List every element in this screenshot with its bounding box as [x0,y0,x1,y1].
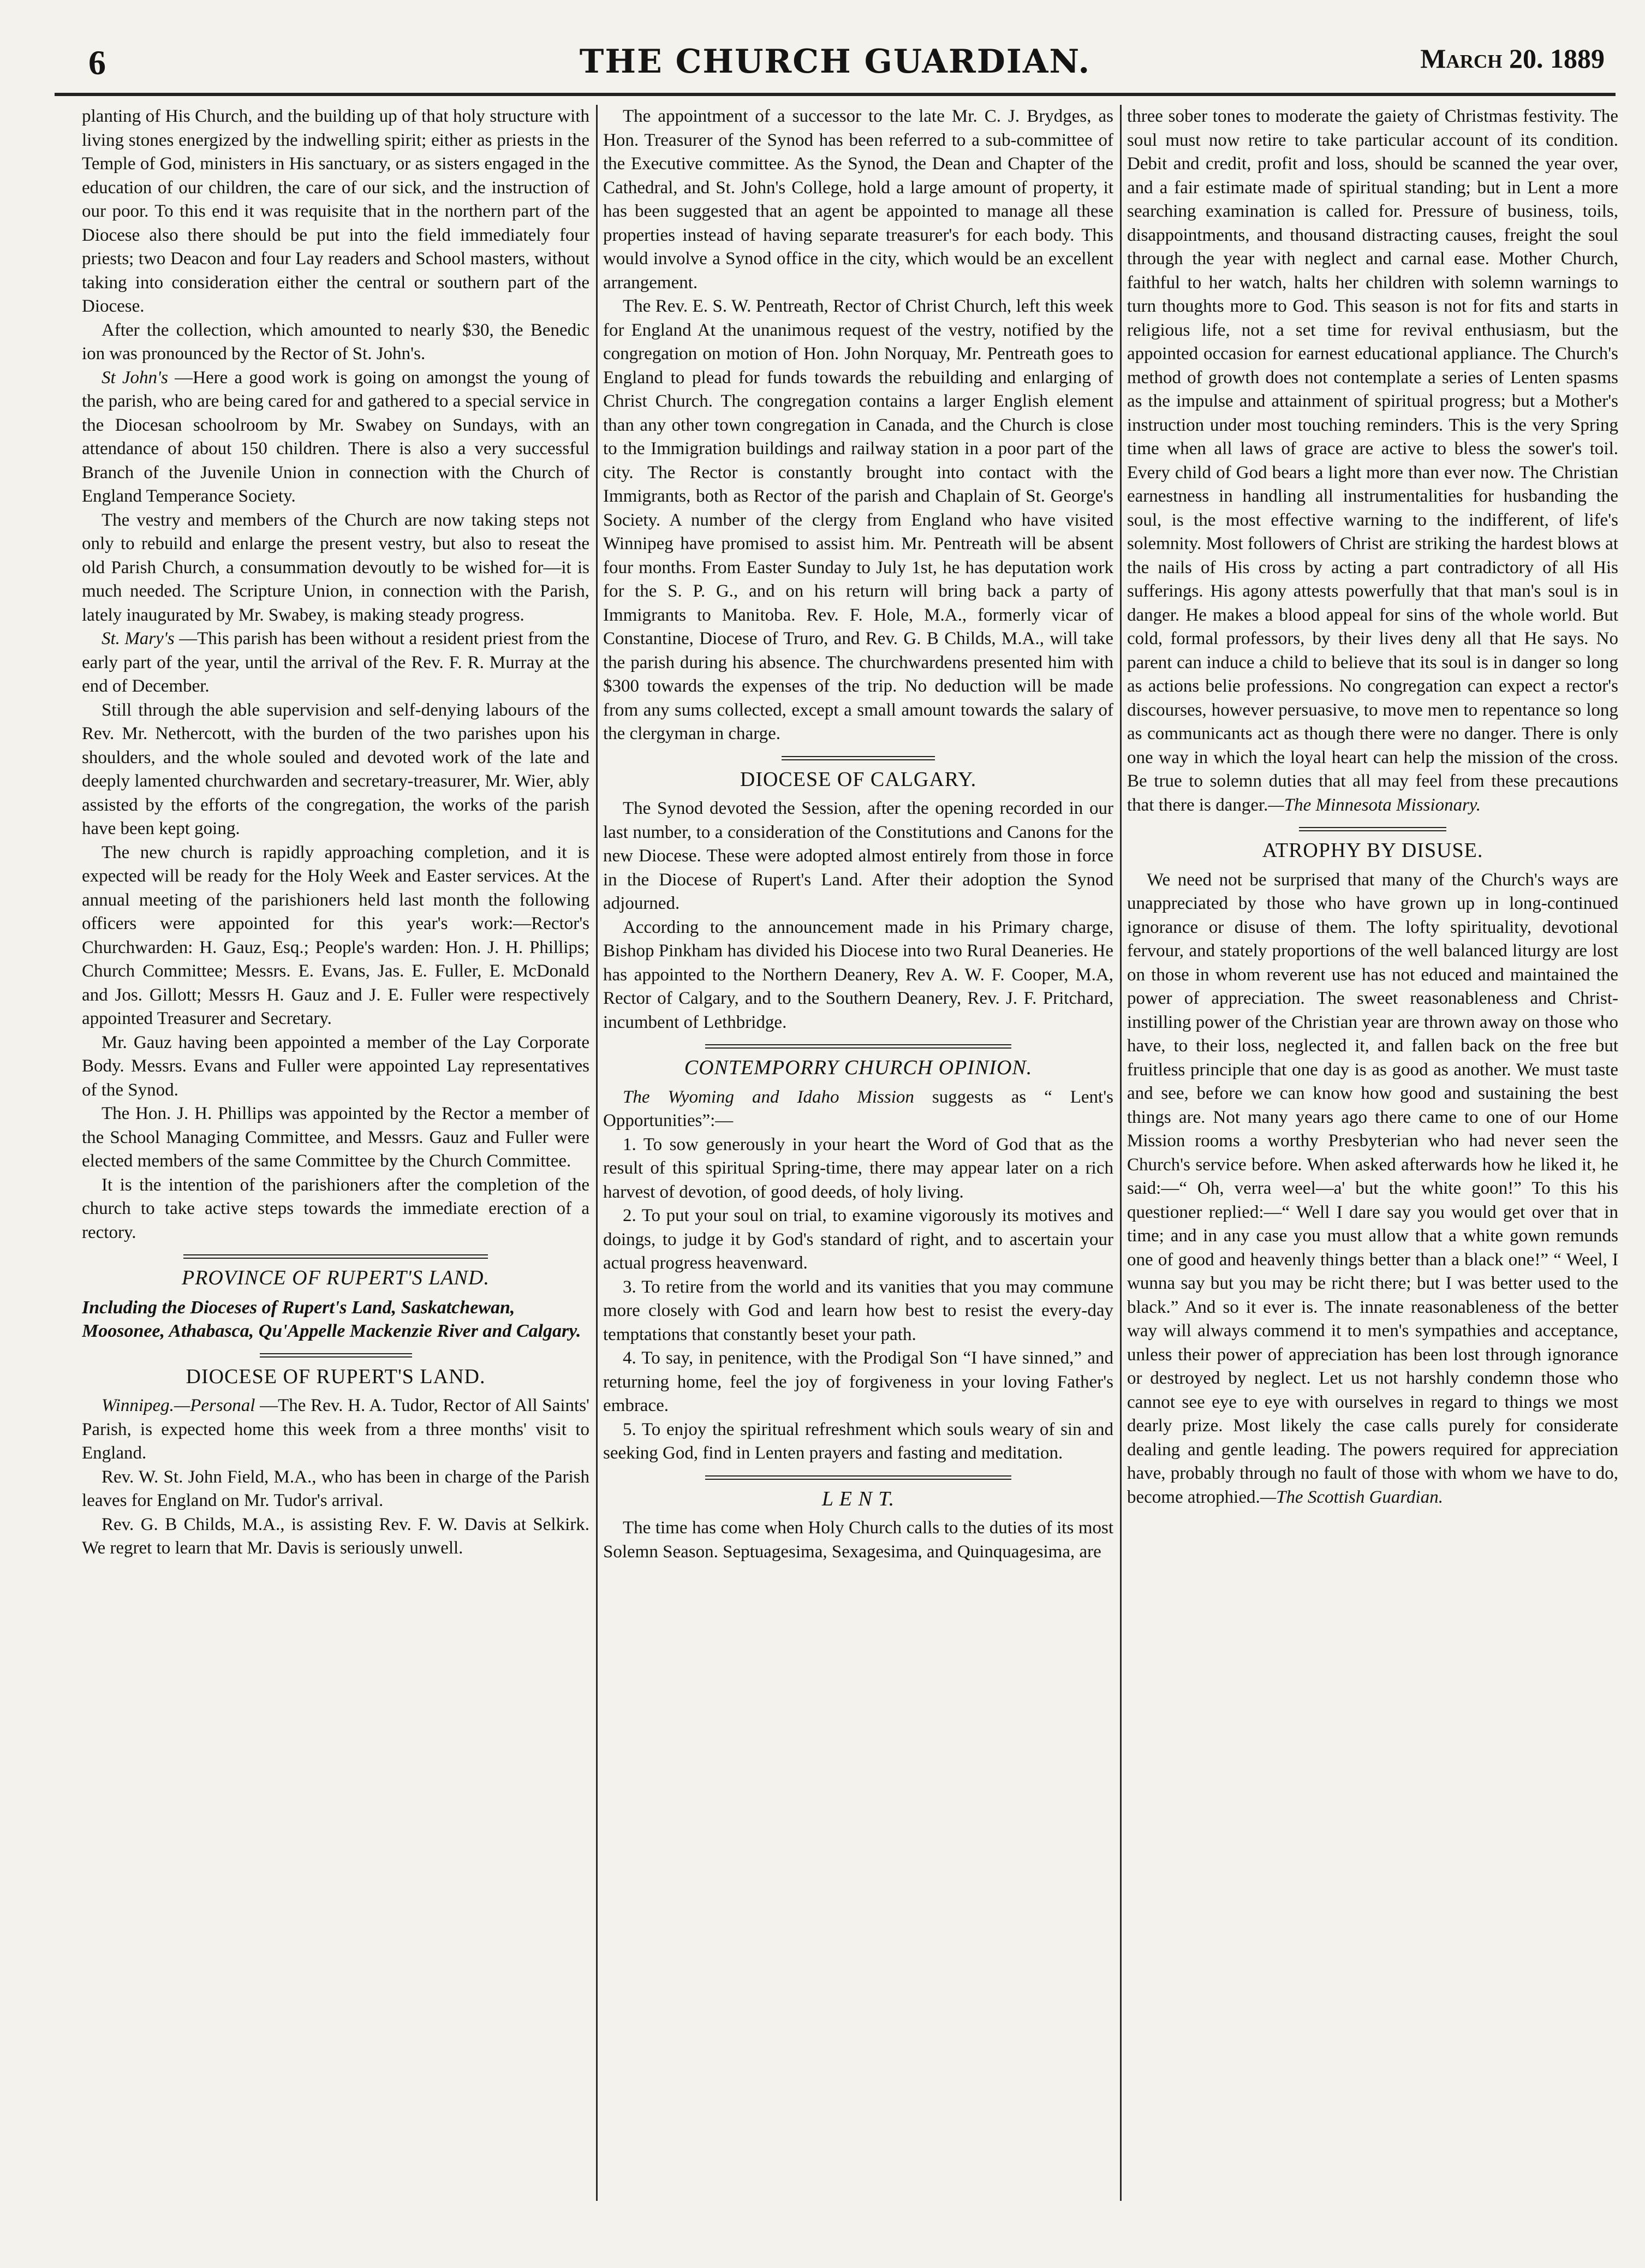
page-number: 6 [88,43,106,82]
source-attribution: —The Minnesota Missionary. [1268,795,1481,815]
masthead-title: THE CHURCH GUARDIAN. [579,43,1091,81]
section-heading: L E N T. [821,1487,895,1510]
article-paragraph [82,1394,589,1466]
article-paragraph: 3. To retire from the world and its vanities that you may commune more closely with God and learn how best to resist the every-day temptations that constantly beset your path. [603,1277,1113,1344]
section-separator [260,1353,412,1358]
paragraph-text: three sober tones to moderate the gaiety of Christmas festivity. The soul must now retire to take particular account of its condition. Debit and credit, profit and loss, should be scanned the year over, and a fair estimate made of spiritual standing; but in Lent a more searching examination is called for. Pressure of business, toils, disappointments, and thousand distracting causes, freight the soul through the year with neglect and carnal ease. Mother Church, faithful to her watch, halts her children with solemn warnings to turn thoughts more to God. This season is not for fits and starts in religious life, not a set time for revival enthusiasm, but the appointed occasion for earnest educational appliance. The Church's method of growth does not contemplate a series of Lenten spasms as the impulse and attainment of spiritual progress; but a Mother's instruction under most touching reminders. This is the very Spring time when all laws of grace are active to bless the sower's toil. Every child of God bears a light more than ever now. The Christian earnestness in handling all instrumentalities for husbanding the soul, is the most effective warning to the indifferent, of life's solemnity. Most followers of Christ are striking the hardest blows at the nails of His cross by acting a part contradictory of all His sufferings. His agony attests powerfully that that man's soul is in danger. He makes a blood appeal for sins of the whole world. But cold, formal professors, by their lives deny all that He says. No parent can induce a child to believe that its soul is in danger so long as actions belie professions. No congregation can expect a rector's discourses, however persuasive, to move men to repentance so long as communicants act as though there were no danger. There is only one way in which the loyal heart can help the mission of the cross. Be true to solemn duties that all may feel from these precautions that there is danger. [1127,106,1618,815]
article-paragraph: Rev. W. St. John Field, M.A., who has been in charge of the Parish leaves for England on Mr. Tudor's arrival. [82,1467,589,1510]
paragraph-text: —The Rev. H. A. Tudor, Rector of All Saints' Parish, is expected home this week from a three months' visit to England. [82,1396,589,1463]
article-paragraph: Still through the able supervision and self-denying labours of the Rev. Mr. Nethercott, with the burden of the two parishes upon his shoulders, and the whole souled and devoted work of the late and deeply lamented churchwarden and secretary-treasurer, Mr. Wier, ably assisted by the efforts of the congregation, the works of the parish have been kept going. [82,700,589,838]
article-paragraph: It is the intention of the parishioners after the completion of the church to take active steps towards the immediate erection of a rectory. [82,1175,589,1242]
article-paragraph: The vestry and members of the Church are now taking steps not only to rebuild and enlarge the present vestry, but also to reseat the old Parish Church, a consummation devoutly to be wished for—it is much needed. The Scripture Union, in connection with the Parish, lately inaugurated by Mr. Swabey, is making steady progress. [82,510,589,625]
article-paragraph: The time has come when Holy Church calls to the duties of its most Solemn Season. Septuagesima, Sexagesima, and Quinquagesima, are [603,1518,1113,1562]
section-heading: ATROPHY BY DISUSE. [1262,839,1483,862]
section-heading: DIOCESE OF CALGARY. [740,767,977,791]
column-1 [82,105,589,2223]
section-subheading: Including the Dioceses of Rupert's Land, Saskatchewan, Moosonee, Athabasca, Qu'Appelle Mackenzie River and Calgary. [82,1297,581,1341]
column-3 [1127,105,1618,2223]
section-heading: PROVINCE OF RUPERT'S LAND. [182,1266,490,1289]
article-paragraph: Mr. Gauz having been appointed a member of the Lay Corporate Body. Messrs. Evans and Fuller were appointed Lay representatives of the Synod. [82,1032,589,1100]
article-paragraph: The Rev. E. S. W. Pentreath, Rector of Christ Church, left this week for England At the unanimous request of the vestry, notified by the congregation on motion of Hon. John Norquay, Mr. Pentreath goes to England to plead for funds towards the rebuilding and enlarging of Christ Church. The congregation contains a larger English element than any other town congregation in Canada, and the Church is close to the Immigration buildings and railway station in a poor part of the city. The Rector is constantly brought into contact with the Immigrants, both as Rector of the parish and Chaplain of St. George's Society. A number of the clergy from England who have visited Winnipeg have promised to assist him. Mr. Pentreath will be absent four months. From Easter Sunday to July 1st, he has deputation work for the S. P. G., and on his return will bring back a party of Immigrants to Manitoba. Rev. F. Hole, M.A., formerly vicar of Constantine, Diocese of Truro, and Rev. G. B Childs, M.A., will take the parish during his absence. The churchwardens presented him with $300 towards the expenses of the trip. No deduction will be made from any sums collected, except a small amount towards the salary of the clergyman in charge. [603,296,1113,743]
article-paragraph [82,366,589,509]
article-paragraph: The appointment of a successor to the late Mr. C. J. Brydges, as Hon. Treasurer of the Synod has been referred to a sub-committee of the Executive committee. As the Synod, the Dean and Chapter of the Cathedral, and St. John's College, hold a large amount of property, it has been suggested that an agent be appointed to manage all these properties instead of having separate treasurer's for each body. This would involve a Synod office in the city, which would be an excellent arrangement. [603,106,1113,293]
page-header [55,33,1616,98]
place-name: Winnipeg.—Personal [102,1396,255,1415]
section-separator [782,756,935,760]
section-heading: DIOCESE OF RUPERT'S LAND. [186,1365,486,1388]
section-separator [705,1044,1011,1049]
column-rule [596,105,598,2201]
publication-name: The Wyoming and Idaho Mission [623,1087,914,1107]
article-paragraph: 1. To sow generously in your heart the Word of God that as the result of this spiritual Spring-time, there may appear later on a rich harvest of devotion, of good deeds, of holy living. [603,1134,1113,1202]
article-paragraph: According to the announcement made in his Primary charge, Bishop Pinkham has divided his Diocese into two Rural Deaneries. He has appointed to the Northern Deanery, Rev A. W. F. Cooper, M.A, Rector of Calgary, and to the Southern Deanery, Rev. J. F. Pritchard, incumbent of Lethbridge. [603,917,1113,1032]
article-paragraph [82,627,589,699]
article-paragraph: 4. To say, in penitence, with the Prodigal Son “I have sinned,” and returning home, feel the joy of forgiveness in your loving Father's embrace. [603,1348,1113,1415]
column-2 [603,105,1113,2223]
section-heading: CONTEMPORRY CHURCH OPINION. [684,1056,1033,1079]
section-separator [183,1254,488,1259]
article-paragraph: The Hon. J. H. Phillips was appointed by the Rector a member of the School Managing Committee, and Messrs. Gauz and Fuller were elected members of the same Committee by the Church Committee. [82,1104,589,1171]
issue-date: March 20. 1889 [1420,43,1605,74]
parish-name: St John's [102,367,168,388]
article-paragraph: After the collection, which amounted to nearly $30, the Benedic ion was pronounced by the Rector of St. John's. [82,320,589,364]
article-paragraph: The Synod devoted the Session, after the opening recorded in our last number, to a consideration of the Constitutions and Canons for the new Diocese. These were adopted almost entirely from those in force in the Diocese of Rupert's Land. After their adoption the Synod adjourned. [603,799,1113,913]
article-paragraph: 5. To enjoy the spiritual refreshment which souls weary of sin and seeking God, find in Lenten prayers and fasting and meditation. [603,1419,1113,1463]
parish-name: St. Mary's [102,629,175,648]
source-attribution: —The Scottish Guardian. [1260,1487,1443,1507]
section-separator [1299,827,1446,831]
article-paragraph: 2. To put your soul on trial, to examine vigorously its motives and doings, to judge it by God's standard of right, and to ascertain your actual progress heavenward. [603,1206,1113,1273]
paragraph-text: suggests as “ Lent's Opportunities”:— [603,1087,1113,1130]
paragraph-text: We need not be surprised that many of the Church's ways are unappreciated by those who have grown up in long-continued ignorance or disuse of them. The lofty spirituality, devotional fervour, and stately proportions of the well balanced liturgy are lost on those in whom reverent use has not educed and maintained the power of appreciation. The sweet reasonableness and Christ-instilling power of the Christian year are thrown away on those who have, to their loss, neglected it, and fallen back on the free but fruitless principle that one day is as good as another. We must taste and see, before we can know how good and sustaining the best things are. Not many years ago there came to one of our Home Mission rooms a worthy Presbyterian who had never seen the Church's service before. When asked afterwards how he liked it, he said:—“ Oh, verra weel—a' but the white goon!” To this his questioner replied:—“ Well I dare say you would get over that in time; and in any case you must allow that a white gown remunds one of good and heavenly things better than a black one!” “ Weel, I wunna say but you may be richt there; but I was better used to the black.” And so it ever is. The innate reasonableness of the better way will always commend it to men's sympathies and acceptance, unless their power of appreciation has been lost through ignorance or destroyed by neglect. Let us not harshly condemn those who cannot see eye to eye with ourselves in regard to things we most dearly prize. Most likely the case calls purely for considerate dealing and gentle leading. The powers required for appreciation have, probably through no fault of those with whom we have to do, become atrophied. [1127,870,1618,1507]
article-paragraph: planting of His Church, and the building up of that holy structure with living stones energized by the indwelling spirit; either as priests in the Temple of God, ministers in His sanctuary, or as sisters engaged in the education of our children, the care of our sick, and the instruction of our poor. To this end it was requisite that in the northern part of the Diocese also there should be put into the field immediately four priests; two Deacon and four Lay readers and School masters, without taking into consideration either the central or southern part of the Diocese. [82,106,589,316]
article-paragraph: The new church is rapidly approaching completion, and it is expected will be ready for the Holy Week and Easter services. At the annual meeting of the parishioners held last month the following officers were appointed for this year's work:—Rector's Churchwarden: H. Gauz, Esq.; People's warden: Hon. J. H. Phillips; Church Committee; Messrs. E. Evans, Jas. E. Fuller, E. McDonald and Jos. Gillott; Messrs H. Gauz and J. E. Fuller were respectively appointed Treasurer and Secretary. [82,842,589,1028]
article-paragraph [603,1086,1113,1133]
column-rule [1120,105,1122,2201]
article-paragraph [1127,105,1618,817]
paragraph-text: —This parish has been without a resident priest from the early part of the year, until the arrival of the Rev. F. R. Murray at the end of December. [82,629,589,696]
article-paragraph [1127,868,1618,1510]
paragraph-text: —Here a good work is going on amongst the young of the parish, who are being cared for and gathered to a special service in the Diocesan schoolroom by Mr. Swabey on Sundays, with an attendance of about 150 children. There is also a very successful Branch of the Juvenile Union in connection with the Church of England Temperance Society. [82,367,589,506]
section-separator [705,1475,1011,1480]
header-rule [55,93,1616,96]
article-paragraph: Rev. G. B Childs, M.A., is assisting Rev. F. W. Davis at Selkirk. We regret to learn that Mr. Davis is seriously unwell. [82,1514,589,1558]
